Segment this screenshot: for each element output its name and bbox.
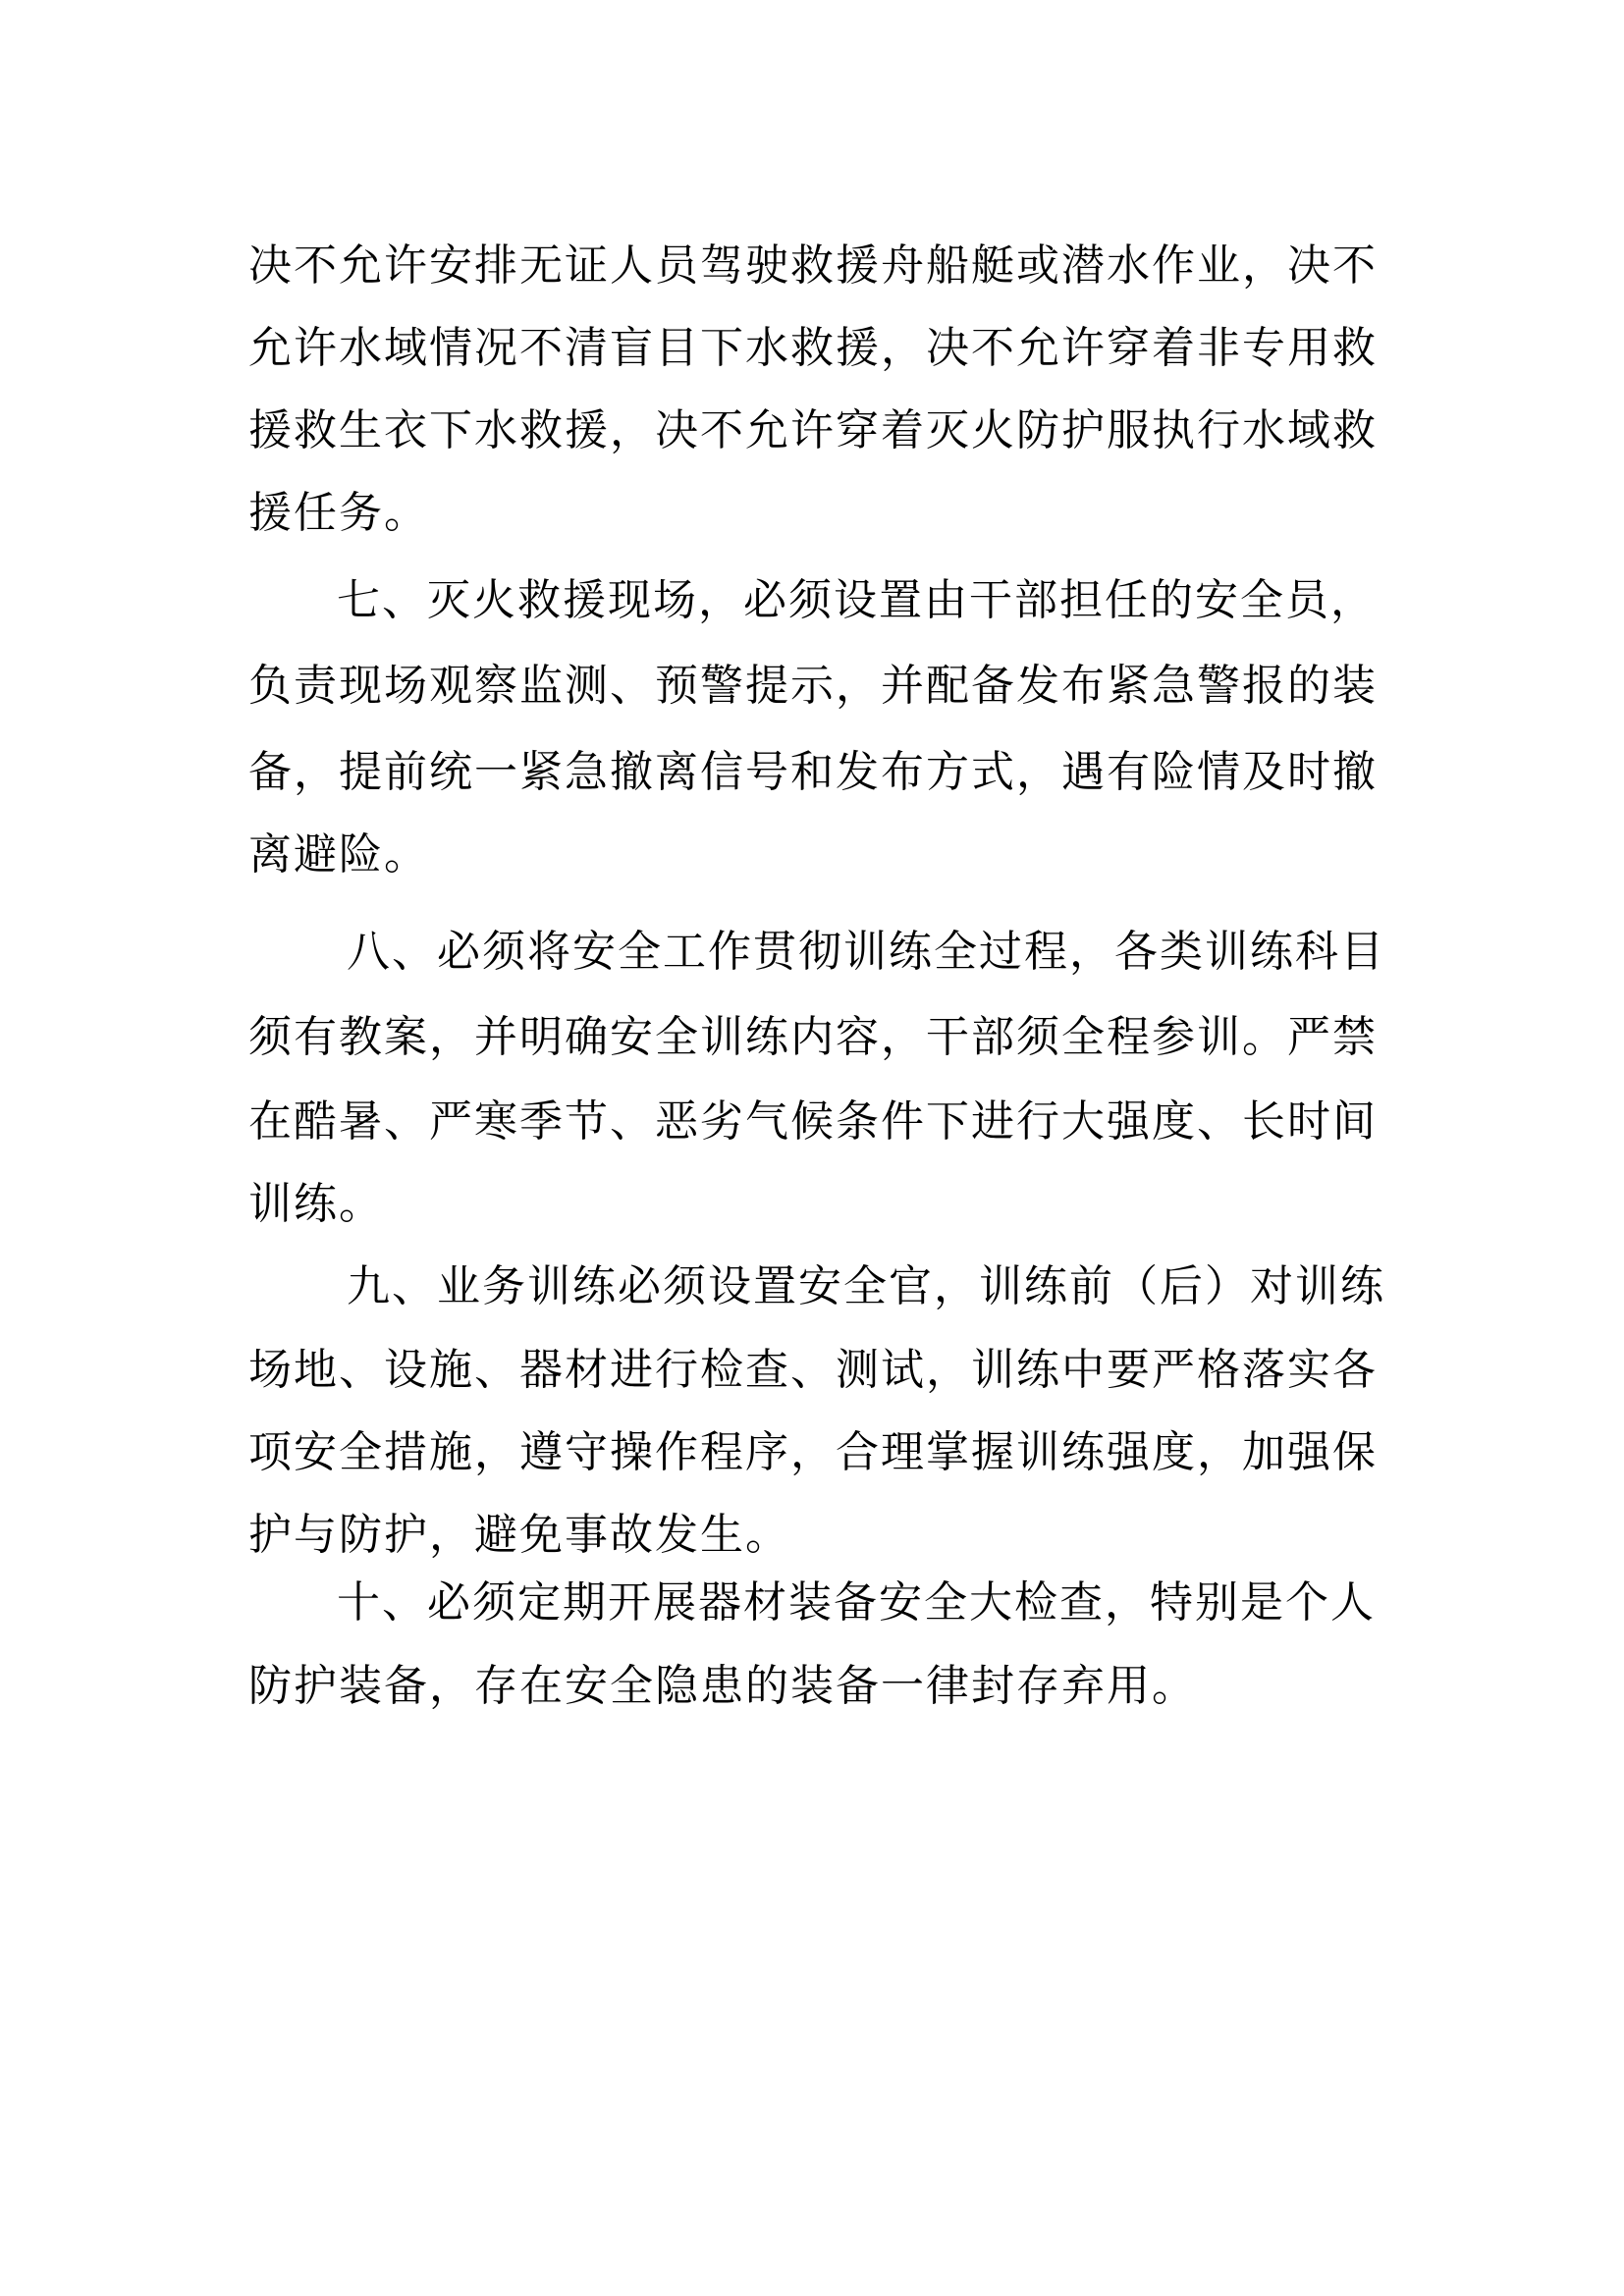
text-line: 训练。 [248, 1179, 384, 1229]
text-line: 十、必须定期开展器材装备安全大检查，特别是个人 [337, 1577, 1376, 1628]
text-line: 援任务。 [248, 488, 429, 538]
text-line: 负责现场观察监测、预警提示，并配备发布紧急警报的装 [248, 661, 1378, 711]
text-line: 九、业务训练必须设置安全官，训练前（后）对训练 [347, 1261, 1385, 1311]
text-line: 在酷暑、严寒季节、恶劣气候条件下进行大强度、长时间 [248, 1096, 1378, 1147]
text-line: 防护装备，存在安全隐患的装备一律封存弃用。 [248, 1661, 1197, 1711]
text-line: 七、灭火救援现场，必须设置由干部担任的安全员， [337, 575, 1376, 625]
text-line: 备，提前统一紧急撤离信号和发布方式，遇有险情及时撤 [248, 747, 1378, 797]
text-line: 项安全措施，遵守操作程序，合理掌握训练强度，加强保 [248, 1427, 1378, 1477]
text-line: 离避险。 [248, 829, 429, 880]
text-line: 护与防护，避免事故发生。 [248, 1510, 790, 1560]
text-line: 决不允许安排无证人员驾驶救援舟船艇或潜水作业，决不 [248, 240, 1378, 291]
text-line: 八、必须将安全工作贯彻训练全过程，各类训练科目 [347, 927, 1385, 977]
text-line: 允许水域情况不清盲目下水救援，决不允许穿着非专用救 [248, 323, 1378, 373]
text-line: 须有教案，并明确安全训练内容，干部须全程参训。严禁 [248, 1012, 1378, 1062]
text-line: 援救生衣下水救援，决不允许穿着灭火防护服执行水域救 [248, 405, 1378, 455]
text-line: 场地、设施、器材进行检查、测试，训练中要严格落实各 [248, 1345, 1378, 1395]
